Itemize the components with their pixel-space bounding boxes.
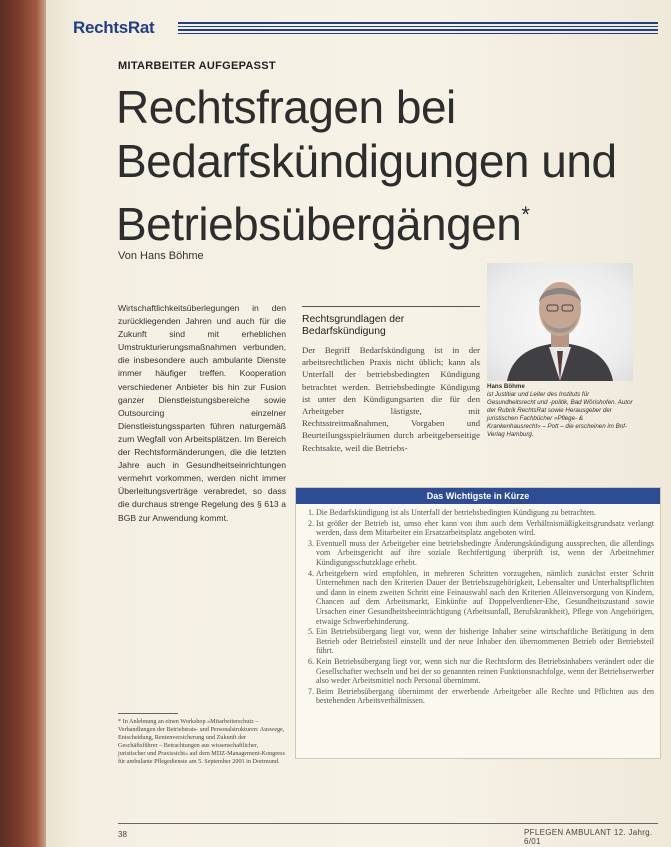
journal-reference: PFLEGEN AMBULANT 12. Jahrg. 6/01 <box>524 828 653 846</box>
page-number: 38 <box>118 830 127 839</box>
headline-line-2: Bedarfskündigungen und <box>116 135 617 187</box>
footnote: * In Anlehnung an einen Workshop »Mitarbeiterschutz – Verhandlungen der Betriebsrats- und Personalstrukturen: Auswege, Entscheidung, Rentenversicherung und Zukunft der Geschäftsführer – Betrachtungen aus wissenschaftlicher, juristischer und Praxissicht« auf dem MDZ-Management-Kongress für ambulante Pflegedienste am 5. September 2001 in Dortmund. <box>118 718 285 766</box>
summary-list <box>296 508 660 706</box>
body-paragraph: Der Begriff Bedarfskündigung ist in der arbeitsrechtlichen Praxis nicht üblich; kann als Unterfall der betriebsbedingten Kündigung betrachtet werden. Betriebsbedingte Kündigung ist unter den Kündigungsarten die für den Arbeitgeber lästigste, mit Rechtsstreitmaßnahmen, Vorgaben und Beurteilungsspielräumen durch arbeitgeberseitige Rechtsakte, weil die Betriebs- <box>302 345 480 453</box>
section-rules <box>178 22 658 36</box>
section-tag: RechtsRat <box>73 18 155 37</box>
summary-item: 6. Kein Betriebsübergang liegt vor, wenn sich nur die Rechtsform des Betriebsinhabers verändert oder die Gesellschafter wechseln und bei der so genannten reinen Funktionsnachfolge, wenn der Betriebserwerber also weder Arbeitsmittel noch Personal übernimmt. <box>316 657 654 686</box>
headline-line-3: Betriebsübergängen <box>116 198 522 250</box>
summary-item: 4. Arbeitgebern wird empfohlen, in mehreren Schritten vorzugehen, nämlich zunächst erster Schritt Unternehmen nach den Kriterien Dauer der Betriebszugehörigkeit, Lebensalter und Unterhaltspflichten und dann in einem zweiten Schritt eine Feinauswahl nach den Kriterien Alleinversorgung von Kindern, Chancen auf dem Arbeitsmarkt, Einkünfte auf Doppelverdiener-Ehe, Gesundheitszustand sowie Ursachen einer Gesundheitsbeeinträchtigung (Arbeitsunfall, Berufskrankheit), Pflege von Angehörigen, etwaige Schwerbehinderung. <box>316 569 654 627</box>
headline <box>116 80 671 251</box>
portrait-caption <box>487 383 637 439</box>
footnote-divider <box>118 713 178 714</box>
summary-box <box>295 487 661 759</box>
kicker: MITARBEITER AUFGEPASST <box>118 60 276 72</box>
summary-box-title: Das Wichtigste in Kürze <box>296 488 660 504</box>
headline-footnote-mark: * <box>521 202 530 227</box>
intro-paragraph: Wirtschaftlichkeitsüberlegungen in den zurückliegenden Jahren und auch für die Zukunft sind mit erheblichen Umstrukturierungsmaßnahmen verbunden, die insbesondere auch ambulante Dienste immer häufiger treffen. Kooperation verschiedener Anbieter bis hin zur Fusion ganzer Dienstleistungsbereiche sowie Outsourcing einzelner Dienstleistungssparten führen naturgemäß zum Wegfall von Arbeitsplätzen. Im Bereich der Rechtsformänderungen, die die letzten Jahre auch in Gesundheitseinrichtungen vermehrt vorkommen, werden nicht immer Überleitungsverträge verabredet, so dass die durchaus strenge Regelung des § 613 a BGB zur Anwendung kommt. <box>118 303 286 523</box>
summary-item: 5. Ein Betriebsübergang liegt vor, wenn der bisherige Inhaber seine wirtschaftliche Betätigung in dem Betrieb oder Betriebsteil einstellt und der neue Inhaber den übernommenen Betrieb oder Betriebsteil führt. <box>316 627 654 656</box>
summary-item: 1. Die Bedarfskündigung ist als Unterfall der betriebsbedingten Kündigung zu betrachten. <box>316 508 654 518</box>
caption-name: Hans Böhme <box>487 383 525 390</box>
summary-item: 7. Beim Betriebsübergang übernimmt der erwerbende Arbeitgeber alle Rechte und Pflichten aus den bestehenden Arbeitsverhältnissen. <box>316 687 654 706</box>
caption-text: ist Justitiar und Leiter des Instituts für Gesundheitsrecht und -politik, Bad Wörishofen. Autor der Rubrik RechtsRat sowie Herausgeber der juristischen Fachbücher »Pflege- & Krankenhausrecht« – Pott – die erscheinen im Bnf-Verlag Hamburg. <box>487 391 633 438</box>
headline-line-1: Rechtsfragen bei <box>116 81 456 133</box>
summary-item: 2. Ist größer der Betrieb ist, umso eher kann von ihm auch dem Verhältnismäßigkeitsgrundsatz verlangt werden, dass dem Mitarbeiter ein Ersatzarbeitsplatz angeboten wird. <box>316 519 654 538</box>
footer-divider <box>118 823 658 824</box>
byline: Von Hans Böhme <box>118 250 204 262</box>
summary-item: 3. Eventuell muss der Arbeitgeber eine betriebsbedingte Änderungskündigung aussprechen, die allerdings vom Arbeitsgericht auf ihre soziale Rechtfertigung überprüft ist, wenn der Arbeitnehmer Kündigungsschutzklage erhebt. <box>316 539 654 568</box>
author-photo-icon <box>487 263 633 381</box>
subhead: Rechtsgrundlagen der Bedarfskündigung <box>302 306 480 338</box>
author-portrait <box>487 263 633 381</box>
book-spine <box>0 0 46 847</box>
